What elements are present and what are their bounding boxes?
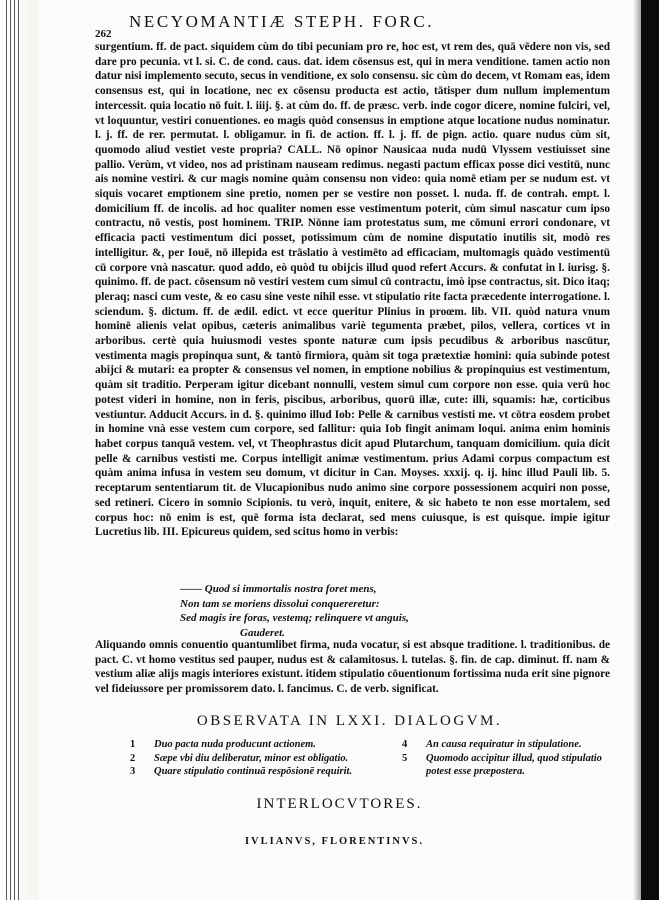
observata-text: Duo pacta nuda producunt actionem. — [154, 739, 316, 750]
closing-paragraph: Aliquando omnis conuentio quantumlibet firma, nuda vocatur, si est absque traditione. l. traditionibus. de pact. C. vt homo vestitus sed pauper, nudus est & calamitosus. l. tutelas. §. fin. de cap. diminut. ff. nam & vestium aliæ alijs magis interiores existunt. itidem stipulatio cōuentionum fortissima nuda erit sine pignore vel fideiussore per promissorem dato. l. fancimus. C. de verb. significat. — [95, 639, 610, 696]
body-paragraph: surgentium. ff. de pact. siquidem cùm do tibi pecuniam pro re, hoc est, vt rem des, quā vēdere non vis, sed dare pro pecunia. vt l. si. C. de cond. caus. dat. idem cōsensus est, qui in mera venditione. tamen actio non datur nisi implemento secuto, secus in venditione, ex solo consensu. sic cùm do decem, vt Romam eas, idem consensus est, qui in locatione, nec ex cōsensu producta est actio, tātisper dum nullum implementum intercessit. quia locatio nō fuit. l. iiij. §. at cùm do. ff. de præsc. verb. inde cogor dicere, nomine fulciri, vel, vt loquuntur, vestiri conuentiones. eo magis quòd consensus in emptione atque locatione nudus nominatur. l. j. ff. de rer. permutat. l. obligamur. in fi. de action. ff. l. j. ff. de pign. actio. quare nudus cùm sit, quomodo aliud vestiet veste propria? CALL. Nō opinor Nausicaa nuda nudū Vlyssem vestiuisset sine pallio. Verùm, vt video, nos ad pristinam nauseam redimus. negasti pactum efficax posse dici vestitū, nunc ais nomine vestiri. & cur magis nomine quàm consensu non video: quia nomē etiam per se nudum est. vt siquis vocaret emptionem sine pretio, nomen per se vestire non posset. l. nuda. ff. de contrah. empt. l. domicilium ff. de incolis. ad hoc qualiter nomen esse vestimentum poterit, cùm simul nascatur cum ipso contractu, nō vestis, post hominem. TRIP. Nōnne iam protestatus sum, me cōmuni errori condonare, vt efficacia pacti vestimentum dici posset, potissimum cùm de nomine disputatio inutilis sit, modò res intelligitur. &, per Iouē, nō illepida est trāslatio à vestimēto ad efficaciam, multomagis quàdo vestimentū cū corpore vnà nascatur. quod addo, eò quòd tu obijcis illud quod refert Accurs. & confutat in l. iurisg. §. quinimo. ff. de pact. cōsensum nō vestiri vestem cum simul cū contractu, imò ipse contractus, sit. Dico itaq; pleraq; nasci cum veste, & eo casu sine veste nihil esse. vt stipulatio rite facta præcedente interrogatione. l. sciendum. §. dictum. ff. de ædil. edict. vt ecce queritur Plinius in proœm. lib. VII. quòd natura vnum hominē alienis velat opibus, cæteris animalibus variè tegumenta præbet, pilos, vellera, cortices vt in arboribus. certè quia huiusmodi vestes sponte naturæ cum ipsis pecudibus & arboribus nascūtur, vestimenta magis propinqua sunt, & tantò firmiora, quàm sit toga prætextiæ homini: quia subinde potest abijci & mutari: ea propter & consensus vel nomen, in emptione nobilius & propinquius est vestimentum, quàm sit traditio. Perperam igitur dicebant nonnulli, vestem simul cum corpore non esse. quia verū hoc potest videri in homine, non in feris, piscibus, arboribus, quorū illæ, cute: illi, squamis: hæ, corticibus vestiuntur. Adducit Accurs. in d. §. quinimo illud Iob: Pelle & carnibus vestisti me. vt cōtra eosdem probet in homine vnà esse vestem cum corpore, sed fallitur: quia Iob fingit animam loqui. anima enim hominis habet corpus tanquā vestem. vel, vt Theophrastus dicit apud Plutarchum, tanquam domicilium. quia dicit pelle & carnibus vestisti me. Corpus intelligit animæ vestimentum. prius Adami corpus compactum est quàm anima infusa in vestem seu domum, vt dicitur in Can. Moyses. xxxij. q. ij. hinc illud Pauli lib. 5. receptarum sententiarum tit. de Vlucapionibus nudo animo sine corpore possessionem acquiri non posse, sed retineri. Cicero in somnio Scipionis. tu verò, inquit, enitere, & sic habeto te non esse mortalem, sed corpus hoc: nō enim is est, quē forma ista declarat, sed mens cuiusque, is est quisque. impie igitur Lucretius lib. III. Epicureus quidem, sed scitus homo in verbis: — [95, 41, 610, 539]
observata-column-left — [130, 738, 370, 779]
verse-line: Gauderet. — [240, 626, 285, 639]
main-text — [95, 40, 610, 540]
observata-item — [402, 752, 612, 779]
observata-text: Quare stipulatio continuā respōsionē requirit. — [154, 766, 353, 777]
observata-heading: OBSERVATA IN LXXI. DIALOGVM. — [196, 713, 503, 729]
page-number: 262 — [95, 28, 112, 40]
page-header — [95, 12, 615, 40]
observata-list — [130, 738, 610, 802]
page-shadow — [633, 0, 641, 900]
observata-number: 4 — [402, 739, 408, 750]
interlocutores-heading: INTERLOCVTORES. — [256, 796, 423, 812]
observata-number: 2 — [130, 752, 136, 764]
verse-line: Non tam se moriens dissolui conquereretur: — [180, 597, 380, 610]
observata-item — [130, 765, 370, 779]
observata-column-right — [402, 738, 612, 779]
closing-text — [95, 638, 610, 697]
speakers-line: IVLIANVS, FLORENTINVS. — [244, 836, 425, 847]
observata-number: 5 — [402, 752, 408, 764]
verse-line: —— Quod si immortalis nostra foret mens, — [180, 583, 377, 595]
observata-item — [130, 752, 370, 766]
observata-text: An causa requiratur in stipulatione. — [426, 739, 582, 750]
verse-quote — [180, 582, 600, 640]
observata-text: Sæpe vbi diu deliberatur, minor est obligatio. — [154, 752, 349, 764]
observata-number: 3 — [130, 766, 136, 777]
observata-item — [130, 738, 370, 752]
observata-number: 1 — [130, 739, 136, 750]
verse-line: Sed magis ire foras, vestemq; relinquere vt anguis, — [180, 612, 409, 624]
running-title: NECYOMANTIÆ STEPH. FORC. — [129, 12, 435, 31]
observata-text: Quomodo accipitur illud, quod stipulatio potest esse præpostera. — [426, 752, 602, 777]
observata-item — [402, 738, 612, 752]
page-edge-stripes — [6, 0, 22, 900]
scan-border — [641, 0, 659, 900]
